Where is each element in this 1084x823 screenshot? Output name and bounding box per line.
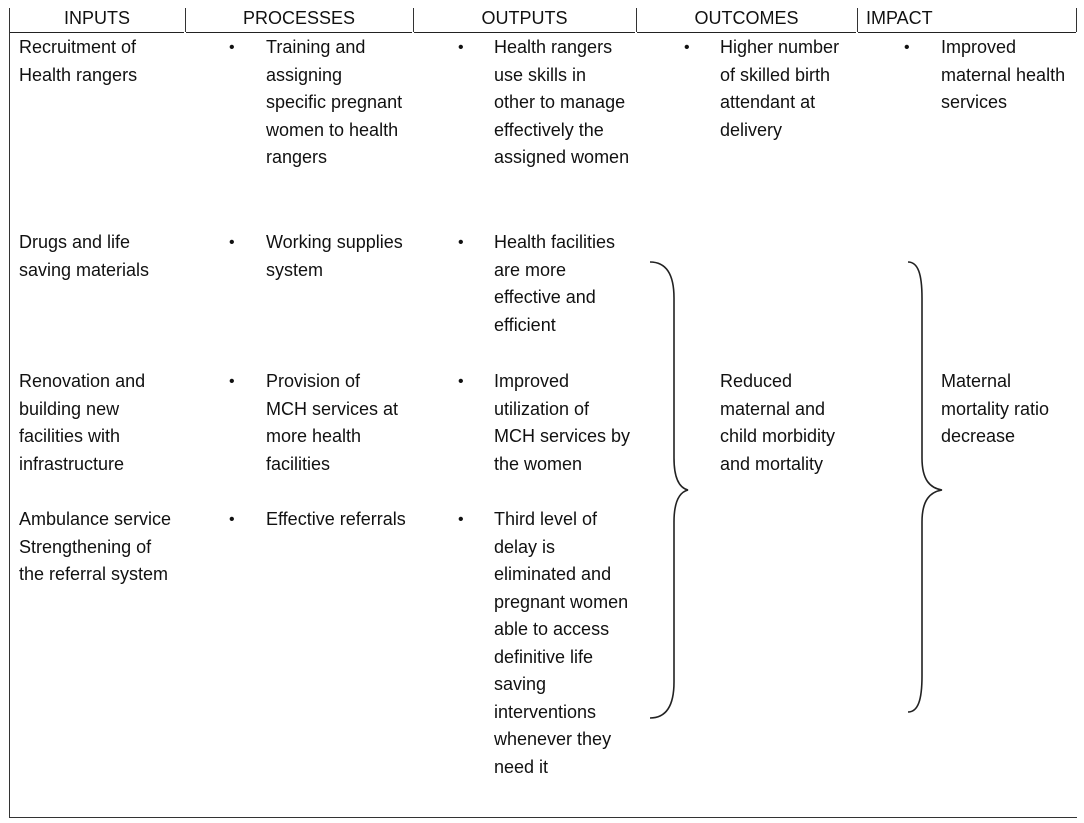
row3-process: Provision of MCH services at more health facilities bbox=[266, 371, 399, 474]
row3-output: Improved utilization of MCH services by the women bbox=[494, 371, 631, 474]
bullet-icon: • bbox=[229, 373, 235, 390]
row4-input: Ambulance service Strengthening of the referral system bbox=[19, 509, 172, 584]
bullet-icon: • bbox=[458, 234, 464, 251]
row2-output: Health facilities are more effective and efficient bbox=[494, 232, 616, 335]
header-outputs bbox=[414, 8, 635, 33]
row1-outcome: Higher number of skilled birth attendant at delivery bbox=[720, 37, 840, 140]
bullet-icon: • bbox=[229, 234, 235, 251]
bullet-icon: • bbox=[458, 373, 464, 390]
header-impact bbox=[858, 8, 1076, 33]
table-left-border bbox=[9, 8, 10, 818]
row2-process: Working supplies system bbox=[266, 232, 403, 280]
header-outcomes-label: OUTCOMES bbox=[694, 8, 799, 28]
row2-input: Drugs and life saving materials bbox=[19, 232, 150, 280]
header-impact-label: IMPACT bbox=[866, 8, 933, 28]
outcome-grouping-brace-icon bbox=[644, 258, 690, 722]
header-inputs-label: INPUTS bbox=[63, 8, 130, 28]
row4-output: Third level of delay is eliminated and pregnant women able to access definitive life saving interventions whenever they need it bbox=[494, 509, 629, 777]
bullet-icon: • bbox=[684, 39, 690, 56]
header-inputs bbox=[10, 8, 184, 33]
table-bottom-border bbox=[9, 817, 1077, 818]
bullet-icon: • bbox=[229, 511, 235, 528]
row3-input: Renovation and building new facilities with infrastructure bbox=[19, 371, 146, 474]
bullet-icon: • bbox=[229, 39, 235, 56]
bullet-icon: • bbox=[458, 39, 464, 56]
header-outputs-label: OUTPUTS bbox=[481, 8, 568, 28]
impact-grouping-brace-icon bbox=[902, 258, 948, 716]
row1-input: Recruitment of Health rangers bbox=[19, 37, 138, 85]
row4-process: Effective referrals bbox=[266, 509, 406, 529]
row1-impact: Improved maternal health services bbox=[941, 37, 1066, 112]
header-outcomes bbox=[637, 8, 856, 33]
bullet-icon: • bbox=[904, 39, 910, 56]
grouped-outcome: Reduced maternal and child morbidity and mortality bbox=[720, 371, 836, 474]
header-divider bbox=[1076, 8, 1077, 32]
header-processes-label: PROCESSES bbox=[242, 8, 356, 28]
grouped-impact: Maternal mortality ratio decrease bbox=[941, 371, 1050, 446]
row1-output: Health rangers use skills in other to manage effectively the assigned women bbox=[494, 37, 630, 167]
header-processes bbox=[186, 8, 412, 33]
row1-process: Training and assigning specific pregnant women to health rangers bbox=[266, 37, 403, 167]
bullet-icon: • bbox=[458, 511, 464, 528]
